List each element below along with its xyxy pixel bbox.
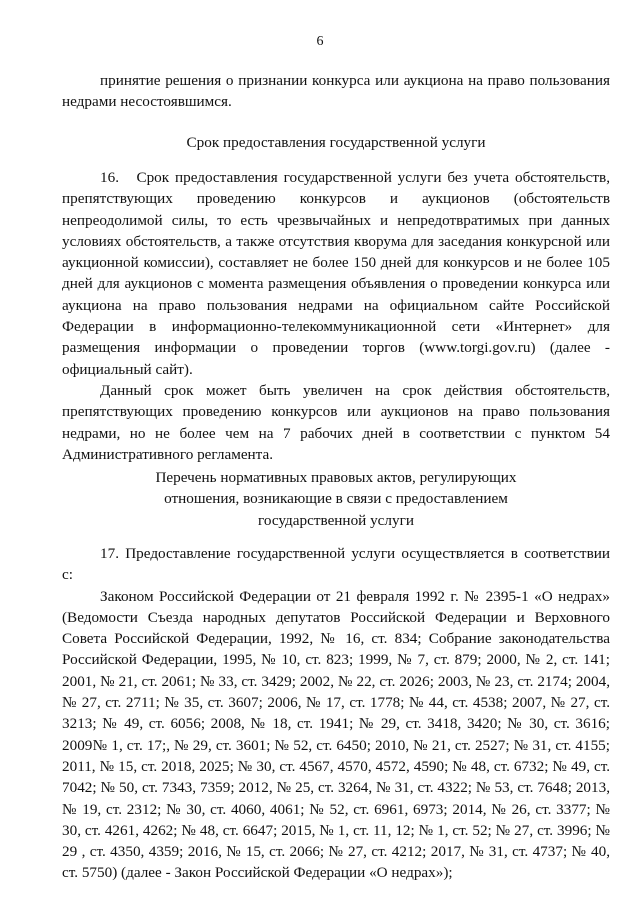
page-number: 6 <box>316 34 324 49</box>
section2-heading-line2: отношения, возникающие в связи с предоставлением <box>164 490 508 508</box>
section1-heading: Срок предоставления государственной услуги <box>186 134 486 151</box>
section2-body <box>62 543 610 884</box>
paragraph-17: 17. Предоставление государственной услуги осуществляется в соответствии с: <box>62 545 610 584</box>
section2-heading-line3: государственной услуги <box>258 511 414 529</box>
intro-paragraph: принятие решения о признании конкурса или аукциона на право пользования недрами несостоявшимся. <box>62 72 610 111</box>
law-reference-paragraph: Законом Российской Федерации от 21 февраля 1992 г. № 2395-1 «О недрах» (Ведомости Съезда народных депутатов Российской Федерации и Верховного Совета Российской Федерации, 1992, № 16, ст. 834; Собрание законодательства Российской Федерации, 1995, № 10, ст. 823; 1999, № 7, ст. 879; 2000, № 2, ст. 141; 2001, № 21, ст. 2061; № 33, ст. 3429; 2002, № 22, ст. 2026; 2003, № 23, ст. 2174; 2004, № 27, ст. 2711; № 35, ст. 3607; 2006, № 17, ст. 1778; № 44, ст. 4538; 2007, № 27, ст. 3213; № 49, ст. 6056; 2008, № 18, ст. 1941; № 29, ст. 3418, 3420; № 30, ст. 3616; 2009№ 1, ст. 17;, № 29, ст. 3601; № 52, ст. 6450; 2010, № 21, ст. 2527; № 31, ст. 4155; 2011, № 15, ст. 2018, 2025; № 30, ст. 4567, 4570, 4572, 4590; № 48, ст. 6732; № 49, ст. 7042; № 50, ст. 7343, 7359; 2012, № 25, ст. 3264, № 31, ст. 4322; № 53, ст. 7648; 2013, № 19, ст. 2312; № 30, ст. 4060, 4061; № 52, ст. 6961, 6973; 2014, № 26, ст. 3377; № 30, ст. 4261, 4262; № 48, ст. 6647; 2015, № 1, ст. 11, 12; № 1, ст. 52; № 27, ст. 3996; № 29 , ст. 4350, 4359; 2016, № 15, ст. 2066; № 27, ст. 4212; 2017, № 31, ст. 4737; № 40, ст. 5750) (далее - Закон Российской Федерации «О недрах»); <box>62 587 610 882</box>
paragraph-extension: Данный срок может быть увеличен на срок действия обстоятельств, препятствующих проведению конкурсов или аукционов на право пользования недрами, но не более чем на 7 рабочих дней в соответствии с пунктом 54 Административного регламента. <box>62 381 610 463</box>
section2-heading-line1: Перечень нормативных правовых актов, регулирующих <box>155 469 517 486</box>
section2-heading <box>62 467 610 531</box>
intro-block <box>62 70 610 113</box>
paragraph-16: 16. Срок предоставления государственной услуги без учета обстоятельств, препятствующих проведению конкурсов и аукционов (обстоятельств непреодолимой силы, то есть чрезвычайных и непредотвратимых при данных условиях обстоятельств, а также отсутствия кворума для заседания конкурсной или аукционной комиссии), составляет не более 150 дней для конкурсов и не более 105 дней для аукционов с момента размещения объявления о проведении конкурса или аукциона на право пользования недрами на официальном сайте Российской Федерации в информационно-телекоммуникационной сети «Интернет» для размещения информации о проведении торгов (www.torgi.gov.ru) (далее - официальный сайт). <box>62 169 610 378</box>
section1-body <box>62 167 610 465</box>
